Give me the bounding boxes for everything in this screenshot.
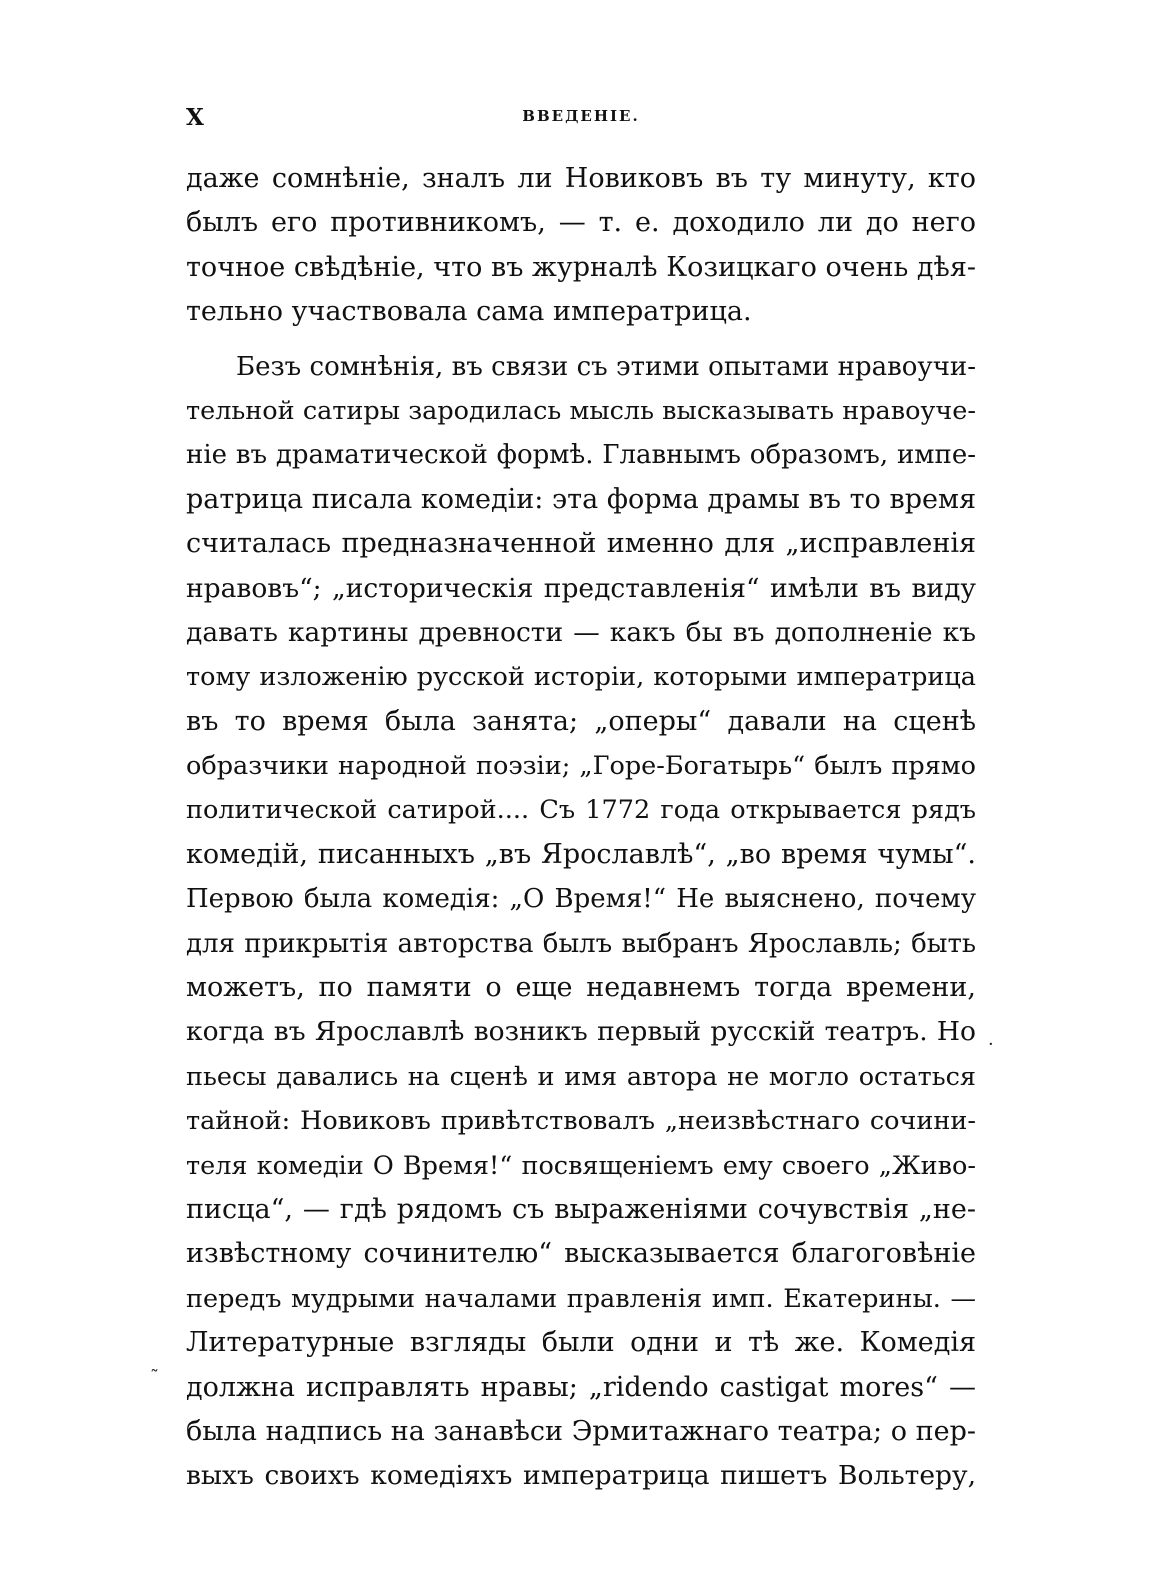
text-line: извѣстному сочинителю“ высказывается благоговѣніе — [186, 1238, 976, 1270]
text-line: образчики народной поэзіи; „Горе-Богатырь“ былъ прямо — [186, 751, 976, 782]
paragraph-2 — [186, 345, 976, 1499]
text-line: былъ его противникомъ, — т. е. доходило ли до него — [186, 207, 976, 239]
text-line: считалась предназначенной именно для „исправленія — [186, 528, 976, 560]
text-line: писца“, — гдѣ рядомъ съ выраженіями сочувствія „не- — [186, 1193, 976, 1225]
section-title: ВВЕДЕНІЕ. — [522, 107, 640, 125]
paragraph-1 — [186, 157, 976, 335]
margin-speck: · — [988, 1034, 994, 1055]
text-line: передъ мудрыми началами правленія имп. Екатерины. — — [186, 1283, 976, 1314]
text-line: Безъ сомнѣнія, въ связи съ этими опытами нравоучи- — [236, 351, 976, 382]
text-line: выхъ своихъ комедіяхъ императрица пишетъ Вольтеру, — [186, 1460, 976, 1492]
text-line: точное свѣдѣніе, что въ журналѣ Козицкаго очень дѣя- — [186, 251, 976, 283]
text-line: теля комедіи О Время!“ посвященіемъ ему своего „Живо- — [186, 1150, 976, 1181]
page-number: X — [186, 104, 204, 131]
running-head — [186, 104, 976, 131]
text-line: когда въ Ярославлѣ возникъ первый русскій театръ. Но — [186, 1016, 976, 1048]
body-text — [186, 157, 976, 1499]
text-line: въ то время была занята; „оперы“ давали на сценѣ — [186, 705, 976, 737]
text-line: тельной сатиры зародилась мысль высказывать нравоуче- — [186, 395, 976, 426]
text-line: Литературные взгляды были одни и тѣ же. Комедія — [186, 1327, 976, 1359]
text-line: ніе въ драматической формѣ. Главнымъ образомъ, импе- — [186, 440, 976, 471]
margin-speck: ˷ — [150, 1352, 159, 1373]
paragraph-gap — [186, 335, 976, 345]
text-line: пьесы давались на сценѣ и имя автора не могло остаться — [186, 1061, 976, 1092]
text-line: была надпись на занавѣси Эрмитажнаго театра; о пер- — [186, 1415, 976, 1447]
text-line: ратрица писала комедіи: эта форма драмы въ то время — [186, 483, 976, 515]
text-line: для прикрытія авторства былъ выбранъ Ярославль; быть — [186, 928, 976, 959]
text-line: даже сомнѣніе, зналъ ли Новиковъ въ ту минуту, кто — [186, 163, 976, 194]
text-line: давать картины древности — какъ бы въ дополненіе къ — [186, 616, 976, 648]
text-line: должна исправлять нравы; „ridendo castigat mores“ — — [186, 1371, 976, 1403]
text-line: тайной: Новиковъ привѣтствовалъ „неизвѣстнаго сочини- — [186, 1106, 976, 1137]
text-line: тельно участвовала сама императрица. — [186, 296, 752, 328]
text-line: тому изложенію русской исторіи, которыми императрица — [186, 662, 976, 693]
text-line: можетъ, по памяти о еще недавнемъ тогда времени, — [186, 972, 976, 1004]
text-line: политической сатирой.... Съ 1772 года открывается рядъ — [186, 795, 976, 826]
text-line: нравовъ“; „историческія представленія“ имѣли въ виду — [186, 572, 976, 604]
text-line: комедій, писанныхъ „въ Ярославлѣ“, „во время чумы“. — [186, 838, 976, 870]
text-line: Первою была комедія: „О Время!“ Не выяснено, почему — [186, 884, 976, 915]
